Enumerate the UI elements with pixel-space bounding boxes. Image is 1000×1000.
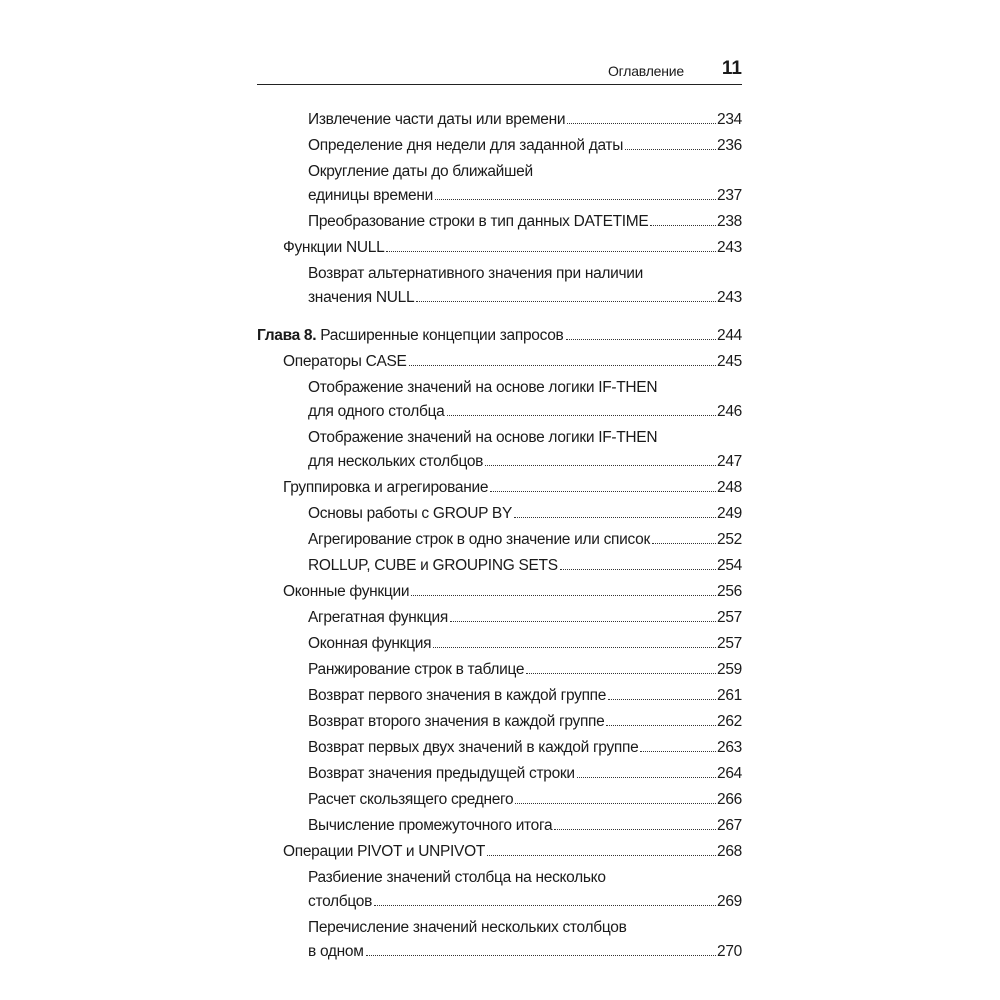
dot-leader <box>566 339 717 340</box>
running-header <box>257 58 742 85</box>
toc-entry-title <box>308 554 558 578</box>
toc-entry[interactable] <box>257 840 742 864</box>
toc-entry-text: Возврат первого значения в каждой группе <box>308 687 607 704</box>
dot-leader <box>526 673 716 674</box>
toc-entry-title-line1: Округление даты до ближайшей <box>308 163 533 180</box>
running-header-title: Оглавление <box>607 63 684 79</box>
toc-entry-text: Операции PIVOT и UNPIVOT <box>283 843 486 860</box>
toc-entry[interactable] <box>257 684 742 708</box>
toc-entry-title <box>308 890 372 914</box>
dot-leader <box>433 647 716 648</box>
toc-page-number: 243 <box>717 289 742 306</box>
toc-entry-text: столбцов <box>308 893 373 910</box>
toc-page-number: 247 <box>717 453 742 470</box>
toc-page-number: 267 <box>717 817 742 834</box>
dot-leader <box>640 751 716 752</box>
dot-leader <box>652 543 716 544</box>
toc-page-number: 244 <box>717 327 742 344</box>
toc-entry[interactable] <box>257 788 742 812</box>
toc-entry-title <box>308 788 513 812</box>
toc-entry[interactable] <box>257 866 742 914</box>
dot-leader <box>567 123 716 124</box>
toc-entry-title <box>308 184 433 208</box>
toc-entry-text: значения NULL <box>308 289 415 306</box>
toc-entry[interactable] <box>257 710 742 734</box>
toc-entry-text: Ранжирование строк в таблице <box>308 661 525 678</box>
toc-entry[interactable] <box>257 502 742 526</box>
toc-entry-text: Группировка и агрегирование <box>283 479 489 496</box>
toc-page-number: 264 <box>717 765 742 782</box>
toc-page-number: 261 <box>717 687 742 704</box>
toc-entry-text: Вычисление промежуточного итога <box>308 817 553 834</box>
chapter-label: Глава 8. <box>257 327 317 344</box>
toc-entry[interactable] <box>257 210 742 234</box>
toc-entry-text: Преобразование строки в тип данных DATETIME <box>308 213 649 230</box>
toc-entry-text: единицы времени <box>308 187 433 204</box>
toc-entry-text: Основы работы с GROUP BY <box>308 505 513 522</box>
dot-leader <box>411 595 716 596</box>
toc-entry-title <box>283 580 409 604</box>
toc-page-number: 263 <box>717 739 742 756</box>
toc-entry-title-line1: Перечисление значений нескольких столбцов <box>308 919 627 936</box>
toc-entry-title <box>308 134 623 158</box>
toc-entry-title <box>308 736 638 760</box>
toc-entry-title <box>308 710 604 734</box>
toc-page-number: 270 <box>717 943 742 960</box>
toc-entry-title <box>308 684 606 708</box>
toc-entry-title <box>283 840 485 864</box>
toc-entry[interactable] <box>257 476 742 500</box>
table-of-contents <box>257 106 742 964</box>
toc-entry-title <box>308 286 414 310</box>
toc-entry-title <box>308 450 483 474</box>
toc-page-number: 257 <box>717 609 742 626</box>
toc-entry-title <box>308 814 552 838</box>
toc-page-number: 262 <box>717 713 742 730</box>
dot-leader <box>366 955 716 956</box>
toc-page-number: 268 <box>717 843 742 860</box>
page-number: 11 <box>721 58 742 79</box>
toc-entry-text: для нескольких столбцов <box>308 453 484 470</box>
dot-leader <box>447 415 717 416</box>
toc-entry[interactable] <box>257 916 742 964</box>
toc-page-number: 254 <box>717 557 742 574</box>
toc-entry-text: Агрегирование строк в одно значение или список <box>308 531 650 548</box>
toc-entry-title <box>308 940 364 964</box>
toc-page-number: 243 <box>717 239 742 256</box>
toc-entry-title <box>308 528 650 552</box>
dot-leader <box>485 465 716 466</box>
dot-leader <box>435 199 716 200</box>
toc-page-number: 256 <box>717 583 742 600</box>
toc-entry-text: Расширенные концепции запросов <box>320 327 564 344</box>
toc-page-number: 245 <box>717 353 742 370</box>
dot-leader <box>490 491 716 492</box>
dot-leader <box>409 365 716 366</box>
dot-leader <box>514 517 716 518</box>
dot-leader <box>515 803 716 804</box>
toc-entry-title-line1: Отображение значений на основе логики IF-THEN <box>308 379 658 396</box>
toc-entry[interactable] <box>257 528 742 552</box>
toc-entry-text: Возврат первых двух значений в каждой группе <box>308 739 639 756</box>
toc-entry-text: в одном <box>308 943 364 960</box>
toc-entry-text: Операторы CASE <box>283 353 407 370</box>
toc-entry-text: Расчет скользящего среднего <box>308 791 514 808</box>
toc-entry-title <box>308 606 448 630</box>
dot-leader <box>386 251 716 252</box>
toc-entry[interactable] <box>257 324 742 348</box>
toc-entry-text: Оконные функции <box>283 583 410 600</box>
toc-entry-title <box>308 108 565 132</box>
toc-entry-title <box>308 658 524 682</box>
toc-entry-title <box>308 210 648 234</box>
dot-leader <box>606 725 716 726</box>
toc-entry-title <box>308 502 512 526</box>
dot-leader <box>608 699 716 700</box>
toc-entry[interactable] <box>257 762 742 786</box>
dot-leader <box>560 569 716 570</box>
toc-entry-text: Функции NULL <box>283 239 385 256</box>
toc-entry[interactable] <box>257 134 742 158</box>
toc-page-number: 257 <box>717 635 742 652</box>
dot-leader <box>416 301 716 302</box>
toc-entry[interactable] <box>257 350 742 374</box>
toc-page-number: 246 <box>717 403 742 420</box>
toc-entry[interactable] <box>257 108 742 132</box>
toc-page-number: 259 <box>717 661 742 678</box>
toc-entry-text: Возврат значения предыдущей строки <box>308 765 575 782</box>
toc-entry[interactable] <box>257 632 742 656</box>
toc-entry-title <box>283 350 407 374</box>
toc-entry-text: Определение дня недели для заданной даты <box>308 137 624 154</box>
toc-entry-title-line1: Разбиение значений столбца на несколько <box>308 869 606 886</box>
dot-leader <box>650 225 716 226</box>
dot-leader <box>450 621 716 622</box>
toc-entry-title <box>283 476 488 500</box>
toc-entry-title <box>283 236 384 260</box>
toc-entry-title-line1: Возврат альтернативного значения при наличии <box>308 265 643 282</box>
toc-page-number: 249 <box>717 505 742 522</box>
dot-leader <box>374 905 716 906</box>
toc-entry[interactable] <box>257 658 742 682</box>
toc-entry-title-line1: Отображение значений на основе логики IF-THEN <box>308 429 658 446</box>
toc-entry[interactable] <box>257 262 742 310</box>
toc-entry[interactable] <box>257 376 742 424</box>
toc-entry[interactable] <box>257 236 742 260</box>
toc-page-number: 238 <box>717 213 742 230</box>
dot-leader <box>625 149 716 150</box>
toc-page-number: 236 <box>717 137 742 154</box>
toc-entry[interactable] <box>257 580 742 604</box>
toc-entry[interactable] <box>257 736 742 760</box>
toc-entry-text: ROLLUP, CUBE и GROUPING SETS <box>308 557 558 574</box>
dot-leader <box>577 777 716 778</box>
toc-page-number: 266 <box>717 791 742 808</box>
toc-entry-title <box>308 400 445 424</box>
toc-entry-text: Возврат второго значения в каждой группе <box>308 713 605 730</box>
dot-leader <box>554 829 716 830</box>
toc-entry[interactable] <box>257 606 742 630</box>
toc-page-number: 234 <box>717 111 742 128</box>
toc-entry-text: Агрегатная функция <box>308 609 449 626</box>
toc-entry-title <box>257 324 564 348</box>
toc-page-number: 237 <box>717 187 742 204</box>
toc-entry[interactable] <box>257 814 742 838</box>
toc-entry[interactable] <box>257 426 742 474</box>
toc-entry-text: для одного столбца <box>308 403 445 420</box>
toc-entry[interactable] <box>257 160 742 208</box>
toc-entry-text: Оконная функция <box>308 635 432 652</box>
toc-entry-title <box>308 632 431 656</box>
toc-page-number: 269 <box>717 893 742 910</box>
toc-page-number: 252 <box>717 531 742 548</box>
toc-entry[interactable] <box>257 554 742 578</box>
toc-entry-title <box>308 762 575 786</box>
dot-leader <box>487 855 716 856</box>
toc-page-number: 248 <box>717 479 742 496</box>
toc-entry-text: Извлечение части даты или времени <box>308 111 566 128</box>
